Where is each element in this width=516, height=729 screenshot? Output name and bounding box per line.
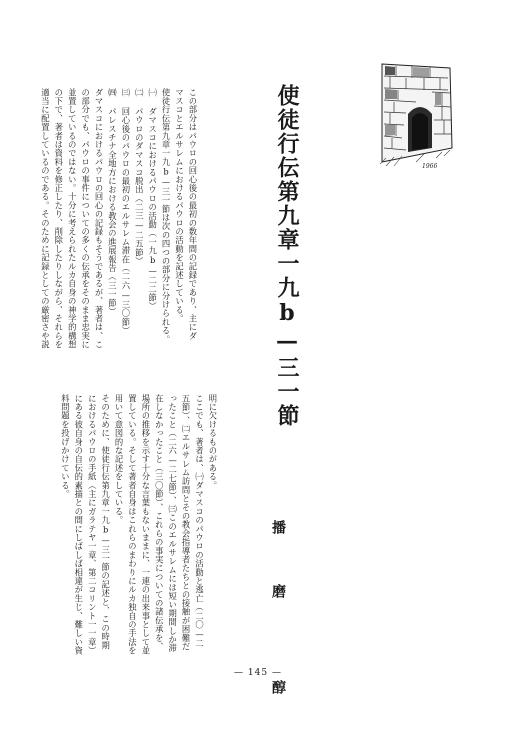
illustration-signature: 1966 (422, 163, 438, 170)
body-line: 用いて意図的な記述をしている。 (114, 394, 125, 525)
body-line: 並置しているのではない。十分に考えられたルカ自身の神学的構想 (67, 88, 78, 349)
stone-wall-gateway-sketch-icon (376, 62, 456, 177)
body-text-bottom (58, 394, 219, 655)
body-line: ㈢ 回心後のパウロの最初のエルサレム滞在（二六—三〇節） (120, 88, 131, 335)
body-line: 適当に配置しているのである。そのために記録としての厳密さや説 (40, 88, 51, 349)
body-line: 使徒行伝第九章一九b—三一節は次の四つの部分に分けられる。 (161, 88, 172, 344)
body-text-top (38, 88, 199, 376)
author-name: 播 磨 醇 (270, 520, 286, 712)
body-line: 明に欠けるものがある。 (207, 394, 218, 490)
illustration-drawing (376, 62, 456, 177)
body-line: ったこと（二六—二七節）、㈢このエルサレムには短い期間しか滞 (167, 394, 178, 653)
body-line: 在しなかったこと（三〇節）、これらの事実についての諸伝承を、 (154, 394, 165, 651)
body-line: そのために、使徒行伝第九章一九b—三一節の記述と、この時期 (100, 394, 111, 650)
body-line: ㈣ パレスチナ全地方における教会の進展報告（三一節） (107, 88, 118, 316)
body-line: の部分でも、パウロの事件についての多くの伝承をそのまま忠実に (80, 88, 91, 349)
body-line: ㈠ ダマスコにおけるパウロの活動（一九b—二二節） (147, 88, 158, 311)
body-line: 場所の推移を示す十分な言葉もないままに、一連の出来事として並 (140, 394, 151, 655)
body-line: におけるパウロの手紙（主にガラテヤ一章、第二コリント一一章） (87, 394, 98, 655)
body-line: 置している。そして著者自身はこれらのまわりにルカ独自の手法を (127, 394, 138, 655)
body-line: 五節）、㈡エルサレム訪問とその教会指導者たちとの接触が困難だ (181, 394, 192, 651)
body-line: マスコとエルサレムにおけるパウロの活動を記述している。 (174, 88, 185, 323)
body-line: ここでも、著者は、㈠ダマスコのパウロの活動と逃亡（二〇—二 (194, 394, 205, 648)
article-title: 使徒行伝第九章一九b—三一節 (274, 84, 300, 428)
body-line: 料問題を投げかけている。 (60, 394, 71, 499)
body-line: ダマスコにおけるパウロの回心の記録もそうであるが、著者は、こ (94, 88, 105, 349)
body-line: の下で、著者は資料を修正したり、削除したりしながら、それらを (53, 88, 64, 349)
body-line: にある彼自身の自伝的素描との間にしばしば相違が生じ、難しい資 (73, 394, 84, 655)
body-line: この部分はパウロの回心後の最初の数年間の記録であり、主にダ (187, 88, 198, 341)
page-number: — 145 — (234, 668, 282, 678)
body-line: ㈡ パウロのダマスコ脱出（二三—二五節） (134, 88, 145, 266)
